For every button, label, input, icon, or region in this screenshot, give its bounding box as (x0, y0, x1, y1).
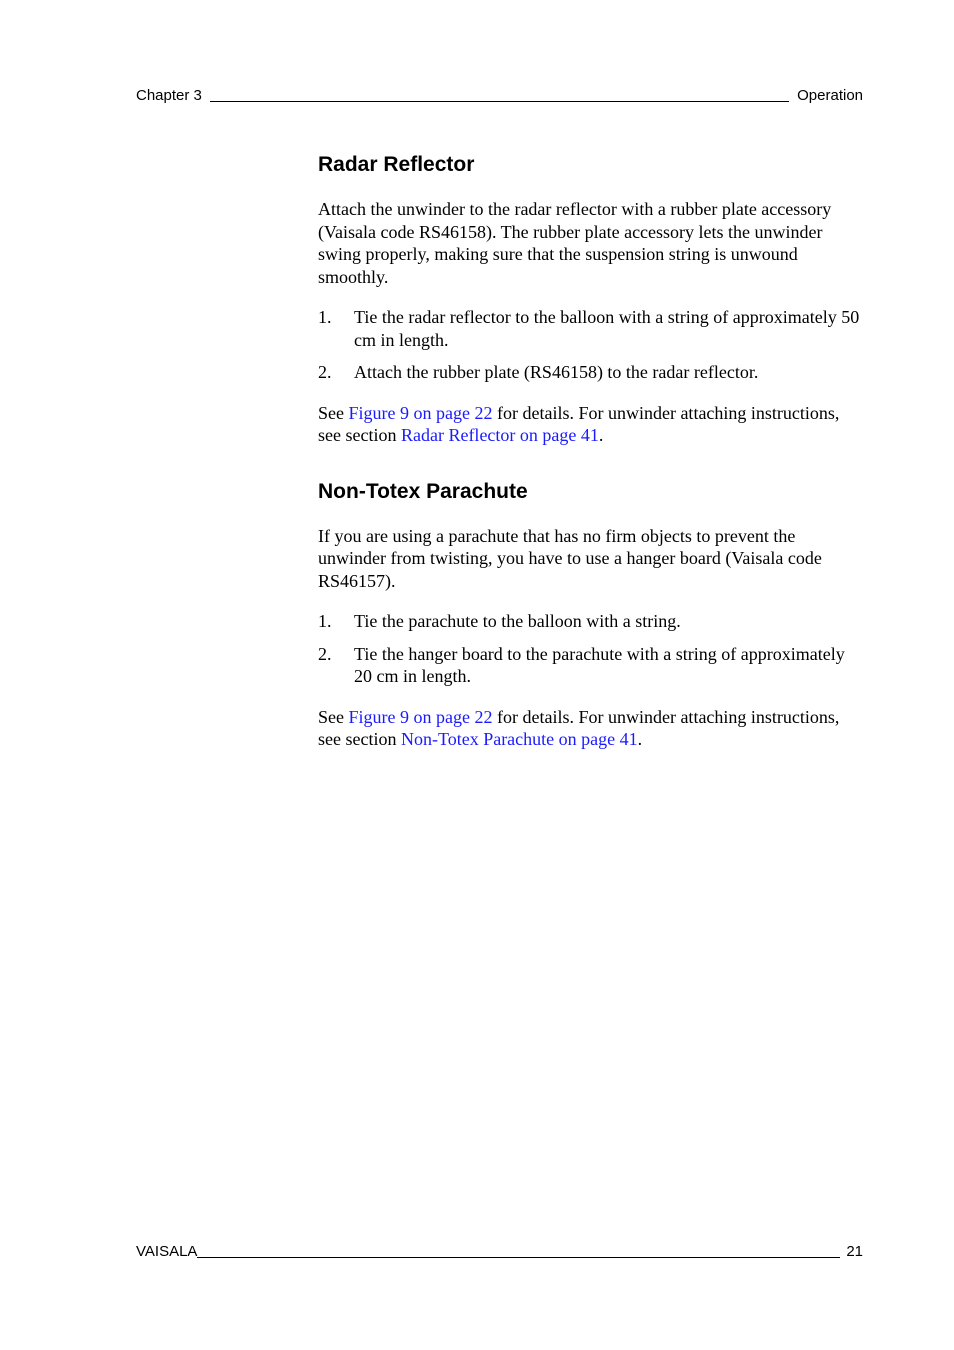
list-item (318, 610, 863, 633)
step-text: Tie the parachute to the balloon with a string. (354, 611, 681, 631)
footer-company: VAISALA (136, 1243, 198, 1260)
section-radar-reflector (318, 150, 863, 447)
header-chapter: Chapter 3 (136, 87, 202, 104)
step-text: Tie the hanger board to the parachute with a string of approximately 20 cm in length. (354, 643, 845, 686)
steps-list (318, 306, 863, 384)
running-footer (136, 1243, 863, 1261)
figure-link[interactable]: Figure 9 on page 22 (348, 706, 493, 727)
header-section: Operation (797, 87, 863, 104)
list-item (318, 306, 863, 351)
see-middle: for details. For unwinder attaching instructions, see section (318, 706, 840, 749)
list-item (318, 361, 863, 384)
section-non-totex-parachute (318, 477, 863, 751)
figure-link[interactable]: Figure 9 on page 22 (348, 402, 493, 423)
section-title: Radar Reflector (318, 153, 475, 176)
cross-reference (318, 402, 863, 447)
page-number: 21 (846, 1243, 863, 1260)
list-item (318, 643, 863, 688)
main-content (318, 150, 863, 769)
steps-list (318, 610, 863, 688)
step-text: Tie the radar reflector to the balloon with a string of approximately 50 cm in length. (354, 307, 860, 350)
section-intro: If you are using a parachute that has no firm objects to prevent the unwinder from twisting, you have to use a hanger board (Vaisala code RS46157). (318, 525, 822, 591)
see-middle: for details. For unwinder attaching instructions, see section (318, 402, 840, 445)
step-number: 2. (318, 362, 332, 382)
step-number: 1. (318, 307, 332, 327)
see-suffix: . (598, 425, 604, 445)
section-link[interactable]: Non-Totex Parachute on page 41 (400, 729, 638, 749)
cross-reference (318, 706, 863, 751)
see-prefix: See (318, 402, 349, 423)
footer-rule (197, 1256, 840, 1258)
step-number: 2. (318, 643, 332, 664)
see-suffix: . (637, 729, 643, 749)
see-prefix: See (318, 706, 349, 727)
step-number: 1. (318, 611, 332, 631)
step-text: Attach the rubber plate (RS46158) to the radar reflector. (354, 362, 759, 382)
section-title: Non-Totex Parachute (318, 479, 528, 503)
running-header (136, 87, 863, 105)
section-link[interactable]: Radar Reflector on page 41 (400, 425, 599, 445)
section-intro: Attach the unwinder to the radar reflector with a rubber plate accessory (Vaisala code RS46158). The rubber plate accessory lets the unwinder swing properly, making sure that the suspension string is unwound smoothly. (318, 199, 832, 287)
header-rule (210, 100, 789, 102)
